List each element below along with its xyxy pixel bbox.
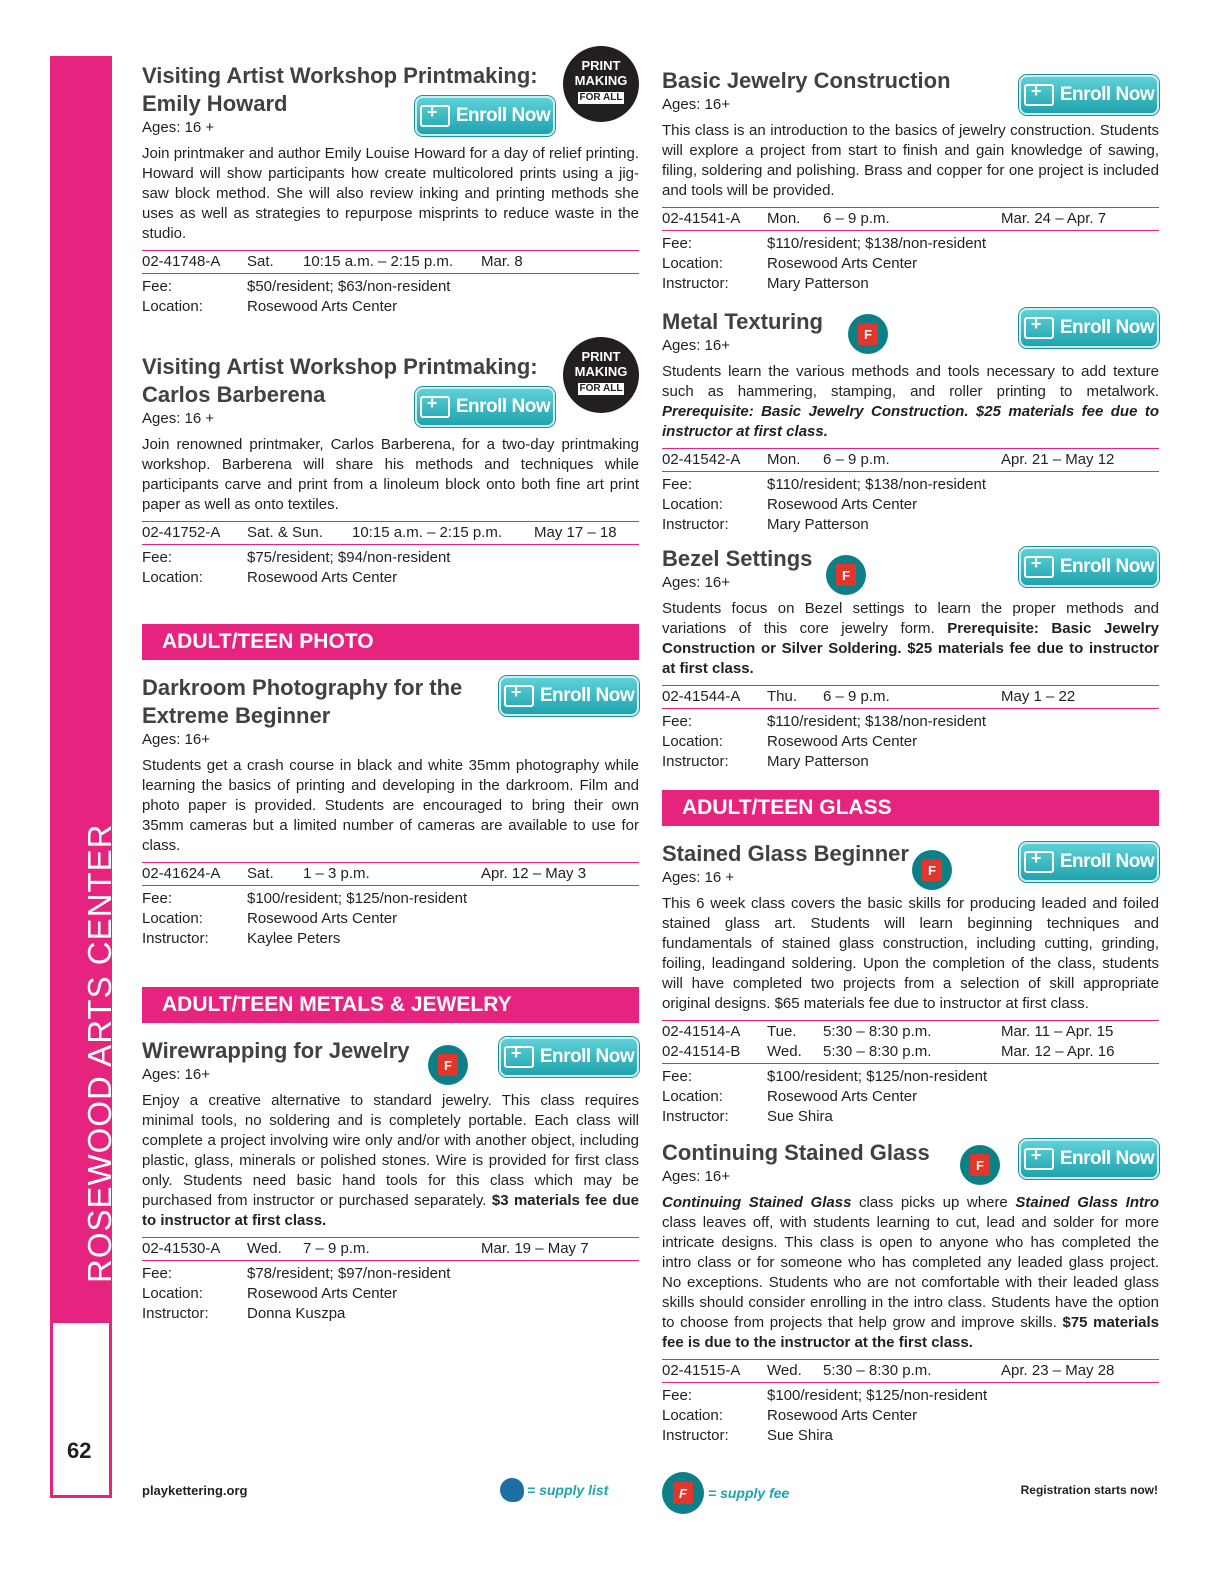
- course-info: Fee: $50/resident; $63/non-resident Location: Rosewood Arts Center: [142, 278, 451, 315]
- schedule-row: 02-41515-A Wed. 5:30 – 8:30 p.m. Apr. 23 – May 28: [662, 1362, 1115, 1379]
- course-info: Fee: $110/resident; $138/non-resident Location: Rosewood Arts Center Instructor: Mary Patterson: [662, 713, 987, 770]
- enroll-button[interactable]: + Enroll Now: [1019, 842, 1159, 882]
- course-description: Join renowned printmaker, Carlos Barberena, for a two-day printmaking workshop. Barberena will share his methods and techniques while participants carve and print from a linoleum block onto both fine art print paper as well as onto textiles.: [142, 436, 639, 513]
- course-title: Wirewrapping for Jewelry: [142, 1038, 410, 1063]
- course-basic-jewelry: [662, 67, 1159, 294]
- page-number-box: [50, 1323, 112, 1498]
- course-emily-howard: [142, 58, 639, 317]
- schedule: [662, 207, 1159, 231]
- schedule: [142, 521, 639, 545]
- course-ages: Ages: 16 +: [142, 119, 215, 136]
- schedule-row: 02-41752-A Sat. & Sun. 10:15 a.m. – 2:15 p.m. May 17 – 18: [142, 524, 617, 541]
- basket-icon: [420, 105, 450, 127]
- supply-fee-icon: F: [960, 1145, 1000, 1185]
- course-info: Fee: $100/resident; $125/non-resident Location: Rosewood Arts Center Instructor: Sue Shira: [662, 1387, 988, 1444]
- sidebar-label: ROSEWOOD ARTS CENTER: [81, 823, 118, 1283]
- course-metal-texturing: [662, 308, 1159, 535]
- supply-fee-icon: F: [848, 314, 888, 354]
- left-column: [142, 58, 639, 1342]
- page-number: 62: [67, 1438, 92, 1463]
- section-header-glass: ADULT/TEEN GLASS: [662, 790, 1159, 826]
- course-wirewrapping: [142, 1037, 639, 1324]
- schedule: [142, 250, 639, 274]
- schedule-row: 02-41514-B Wed. 5:30 – 8:30 p.m. Mar. 12 – Apr. 16: [662, 1043, 1115, 1060]
- schedule: [142, 862, 639, 886]
- schedule: [662, 1359, 1159, 1383]
- enroll-button[interactable]: + Enroll Now: [415, 96, 555, 136]
- enroll-button[interactable]: + Enroll Now: [1019, 308, 1159, 348]
- schedule: [142, 1237, 639, 1261]
- basket-icon: [504, 685, 534, 707]
- basket-icon: [420, 396, 450, 418]
- course-title: Visiting Artist Workshop Printmaking: Carlos Barberena: [142, 354, 538, 407]
- enroll-button[interactable]: + Enroll Now: [1019, 1139, 1159, 1179]
- course-title: Continuing Stained Glass: [662, 1140, 930, 1165]
- basket-icon: [1024, 84, 1054, 106]
- schedule-row: 02-41542-A Mon. 6 – 9 p.m. Apr. 21 – May 12: [662, 451, 1115, 468]
- supply-fee-icon: F: [912, 850, 952, 890]
- course-info: Fee: $78/resident; $97/non-resident Location: Rosewood Arts Center Instructor: Donna Kuszpa: [142, 1265, 451, 1322]
- printmaking-for-all-logo: PRINT MAKING FOR ALL: [563, 337, 639, 413]
- course-title: Visiting Artist Workshop Printmaking: Emily Howard: [142, 63, 538, 116]
- course-description: This class is an introduction to the basics of jewelry construction. Students will explore a project from start to finish and gain knowledge of sawing, filing, soldering and polishing. Brass and copper for one project is included and tools will be provided.: [662, 122, 1159, 199]
- enroll-button[interactable]: + Enroll Now: [1019, 75, 1159, 115]
- supply-list-legend: = supply list: [500, 1478, 608, 1502]
- course-info: Fee: $100/resident; $125/non-resident Location: Rosewood Arts Center Instructor: Sue Shira: [662, 1068, 988, 1125]
- course-title: Darkroom Photography for the Extreme Beginner: [142, 675, 463, 728]
- schedule-row: 02-41624-A Sat. 1 – 3 p.m. Apr. 12 – May 3: [142, 865, 587, 882]
- course-title: Basic Jewelry Construction: [662, 68, 951, 93]
- enroll-button[interactable]: + Enroll Now: [499, 676, 639, 716]
- course-stained-glass-beginner: [662, 840, 1159, 1127]
- course-description: Students learn the various methods and tools necessary to add texture such as hammering, stamping, and roller printing to metalwork. Prerequisite: Basic Jewelry Construction. $25 materials fee due to instructor at first class.: [662, 363, 1159, 440]
- schedule: [662, 448, 1159, 472]
- enroll-button[interactable]: + Enroll Now: [499, 1037, 639, 1077]
- schedule-row: 02-41748-A Sat. 10:15 a.m. – 2:15 p.m. Mar. 8: [142, 253, 523, 270]
- schedule: [662, 685, 1159, 709]
- course-info: Fee: $110/resident; $138/non-resident Location: Rosewood Arts Center Instructor: Mary Patterson: [662, 476, 987, 533]
- section-header-photo: ADULT/TEEN PHOTO: [142, 624, 639, 660]
- printmaking-for-all-logo: PRINT MAKING FOR ALL: [563, 46, 639, 122]
- course-description: Students focus on Bezel settings to learn the proper methods and variations of this core jewelry form. Prerequisite: Basic Jewelry Construction or Silver Soldering. $25 materials fee due to instructor at first class.: [662, 600, 1160, 677]
- basket-icon: [1024, 1148, 1054, 1170]
- schedule-row: 02-41544-A Thu. 6 – 9 p.m. May 1 – 22: [662, 688, 1076, 705]
- course-darkroom-photography: [142, 674, 639, 949]
- course-ages: Ages: 16 +: [142, 410, 215, 427]
- course-ages: Ages: 16+: [662, 1168, 730, 1185]
- schedule-row: 02-41514-A Tue. 5:30 – 8:30 p.m. Mar. 11 – Apr. 15: [662, 1023, 1114, 1040]
- palette-icon: [500, 1478, 524, 1502]
- course-description: This 6 week class covers the basic skills for producing leaded and foiled stained glass art. Students will learn beginning techniques and fundamentals of stained glass construction, including cutting, grinding, foiling, leadingand soldering. Upon the completion of the class, students will have completed two projects from a selection of skill appropriate original designs. $65 materials fee due to instructor at first class.: [662, 895, 1159, 1012]
- course-title: Metal Texturing: [662, 309, 823, 334]
- footer-website[interactable]: playkettering.org: [142, 1483, 248, 1498]
- schedule-row: 02-41541-A Mon. 6 – 9 p.m. Mar. 24 – Apr. 7: [662, 210, 1107, 227]
- course-title: Stained Glass Beginner: [662, 841, 909, 866]
- course-ages: Ages: 16+: [662, 96, 730, 113]
- enroll-button[interactable]: + Enroll Now: [1019, 547, 1159, 587]
- section-header-metals-jewelry: ADULT/TEEN METALS & JEWELRY: [142, 987, 639, 1023]
- course-ages: Ages: 16+: [662, 574, 730, 591]
- course-bezel-settings: [662, 545, 1159, 772]
- course-description: Enjoy a creative alternative to standard jewelry. This class requires minimal tools, no soldering and is completely portable. Each class will complete a project involving wire only and/or with another object, including plastic, glass, minerals or polished stones. Wire is provided for first class only. Students need basic hand tools for this class which may be purchased from instructor or purchased separately. $3 materials fee due to instructor at first class.: [142, 1092, 639, 1229]
- basket-icon: [1024, 317, 1054, 339]
- course-ages: Ages: 16 +: [662, 869, 735, 886]
- course-description: Students get a crash course in black and white 35mm photography while learning the basics of printing and developing in the darkroom. Film and photo paper is provided. Students are encouraged to bring their own 35mm cameras but a limited number of cameras are available to use for class.: [142, 757, 639, 854]
- supply-fee-icon: F: [826, 555, 866, 595]
- right-column: [662, 62, 1159, 1464]
- course-info: Fee: $75/resident; $94/non-resident Location: Rosewood Arts Center: [142, 549, 451, 586]
- schedule-row: 02-41530-A Wed. 7 – 9 p.m. Mar. 19 – May 7: [142, 1240, 589, 1257]
- course-continuing-stained-glass: [662, 1139, 1159, 1446]
- course-ages: Ages: 16+: [142, 1066, 210, 1083]
- registration-notice: Registration starts now!: [1020, 1483, 1158, 1497]
- course-description: Continuing Stained Glass class picks up where Stained Glass Intro class leaves off, with students learning to cut, lead and solder for more intricate designs. This class is open to anyone who has completed the intro class or for someone who has completed any leaded glass project. No exceptions. Students who are not comfortable with their leaded glass skills should consider enrolling in the intro class. Students have the option to choose from projects that help grow and improve skills. $75 materials fee is due to the instructor at the first class.: [662, 1194, 1160, 1351]
- course-carlos-barberena: [142, 349, 639, 588]
- course-title: Bezel Settings: [662, 546, 813, 571]
- enroll-button[interactable]: + Enroll Now: [415, 387, 555, 427]
- course-ages: Ages: 16+: [142, 731, 210, 748]
- basket-icon: [504, 1046, 534, 1068]
- supply-fee-icon: F: [428, 1045, 468, 1085]
- supply-fee-icon: F: [662, 1472, 704, 1514]
- course-info: Fee: $110/resident; $138/non-resident Location: Rosewood Arts Center Instructor: Mary Patterson: [662, 235, 987, 292]
- basket-icon: [1024, 556, 1054, 578]
- course-info: Fee: $100/resident; $125/non-resident Location: Rosewood Arts Center Instructor: Kaylee Peters: [142, 890, 468, 947]
- course-ages: Ages: 16+: [662, 337, 730, 354]
- schedule: [662, 1020, 1159, 1064]
- course-description: Join printmaker and author Emily Louise Howard for a day of relief printing. Howard will show participants how create multicolored prints using a jig-saw block method. She will also review inking and printing methods she uses as well as strategies to repurpose misprints to reduce waste in the studio.: [142, 145, 639, 242]
- supply-fee-legend: F = supply fee: [662, 1472, 789, 1514]
- basket-icon: [1024, 851, 1054, 873]
